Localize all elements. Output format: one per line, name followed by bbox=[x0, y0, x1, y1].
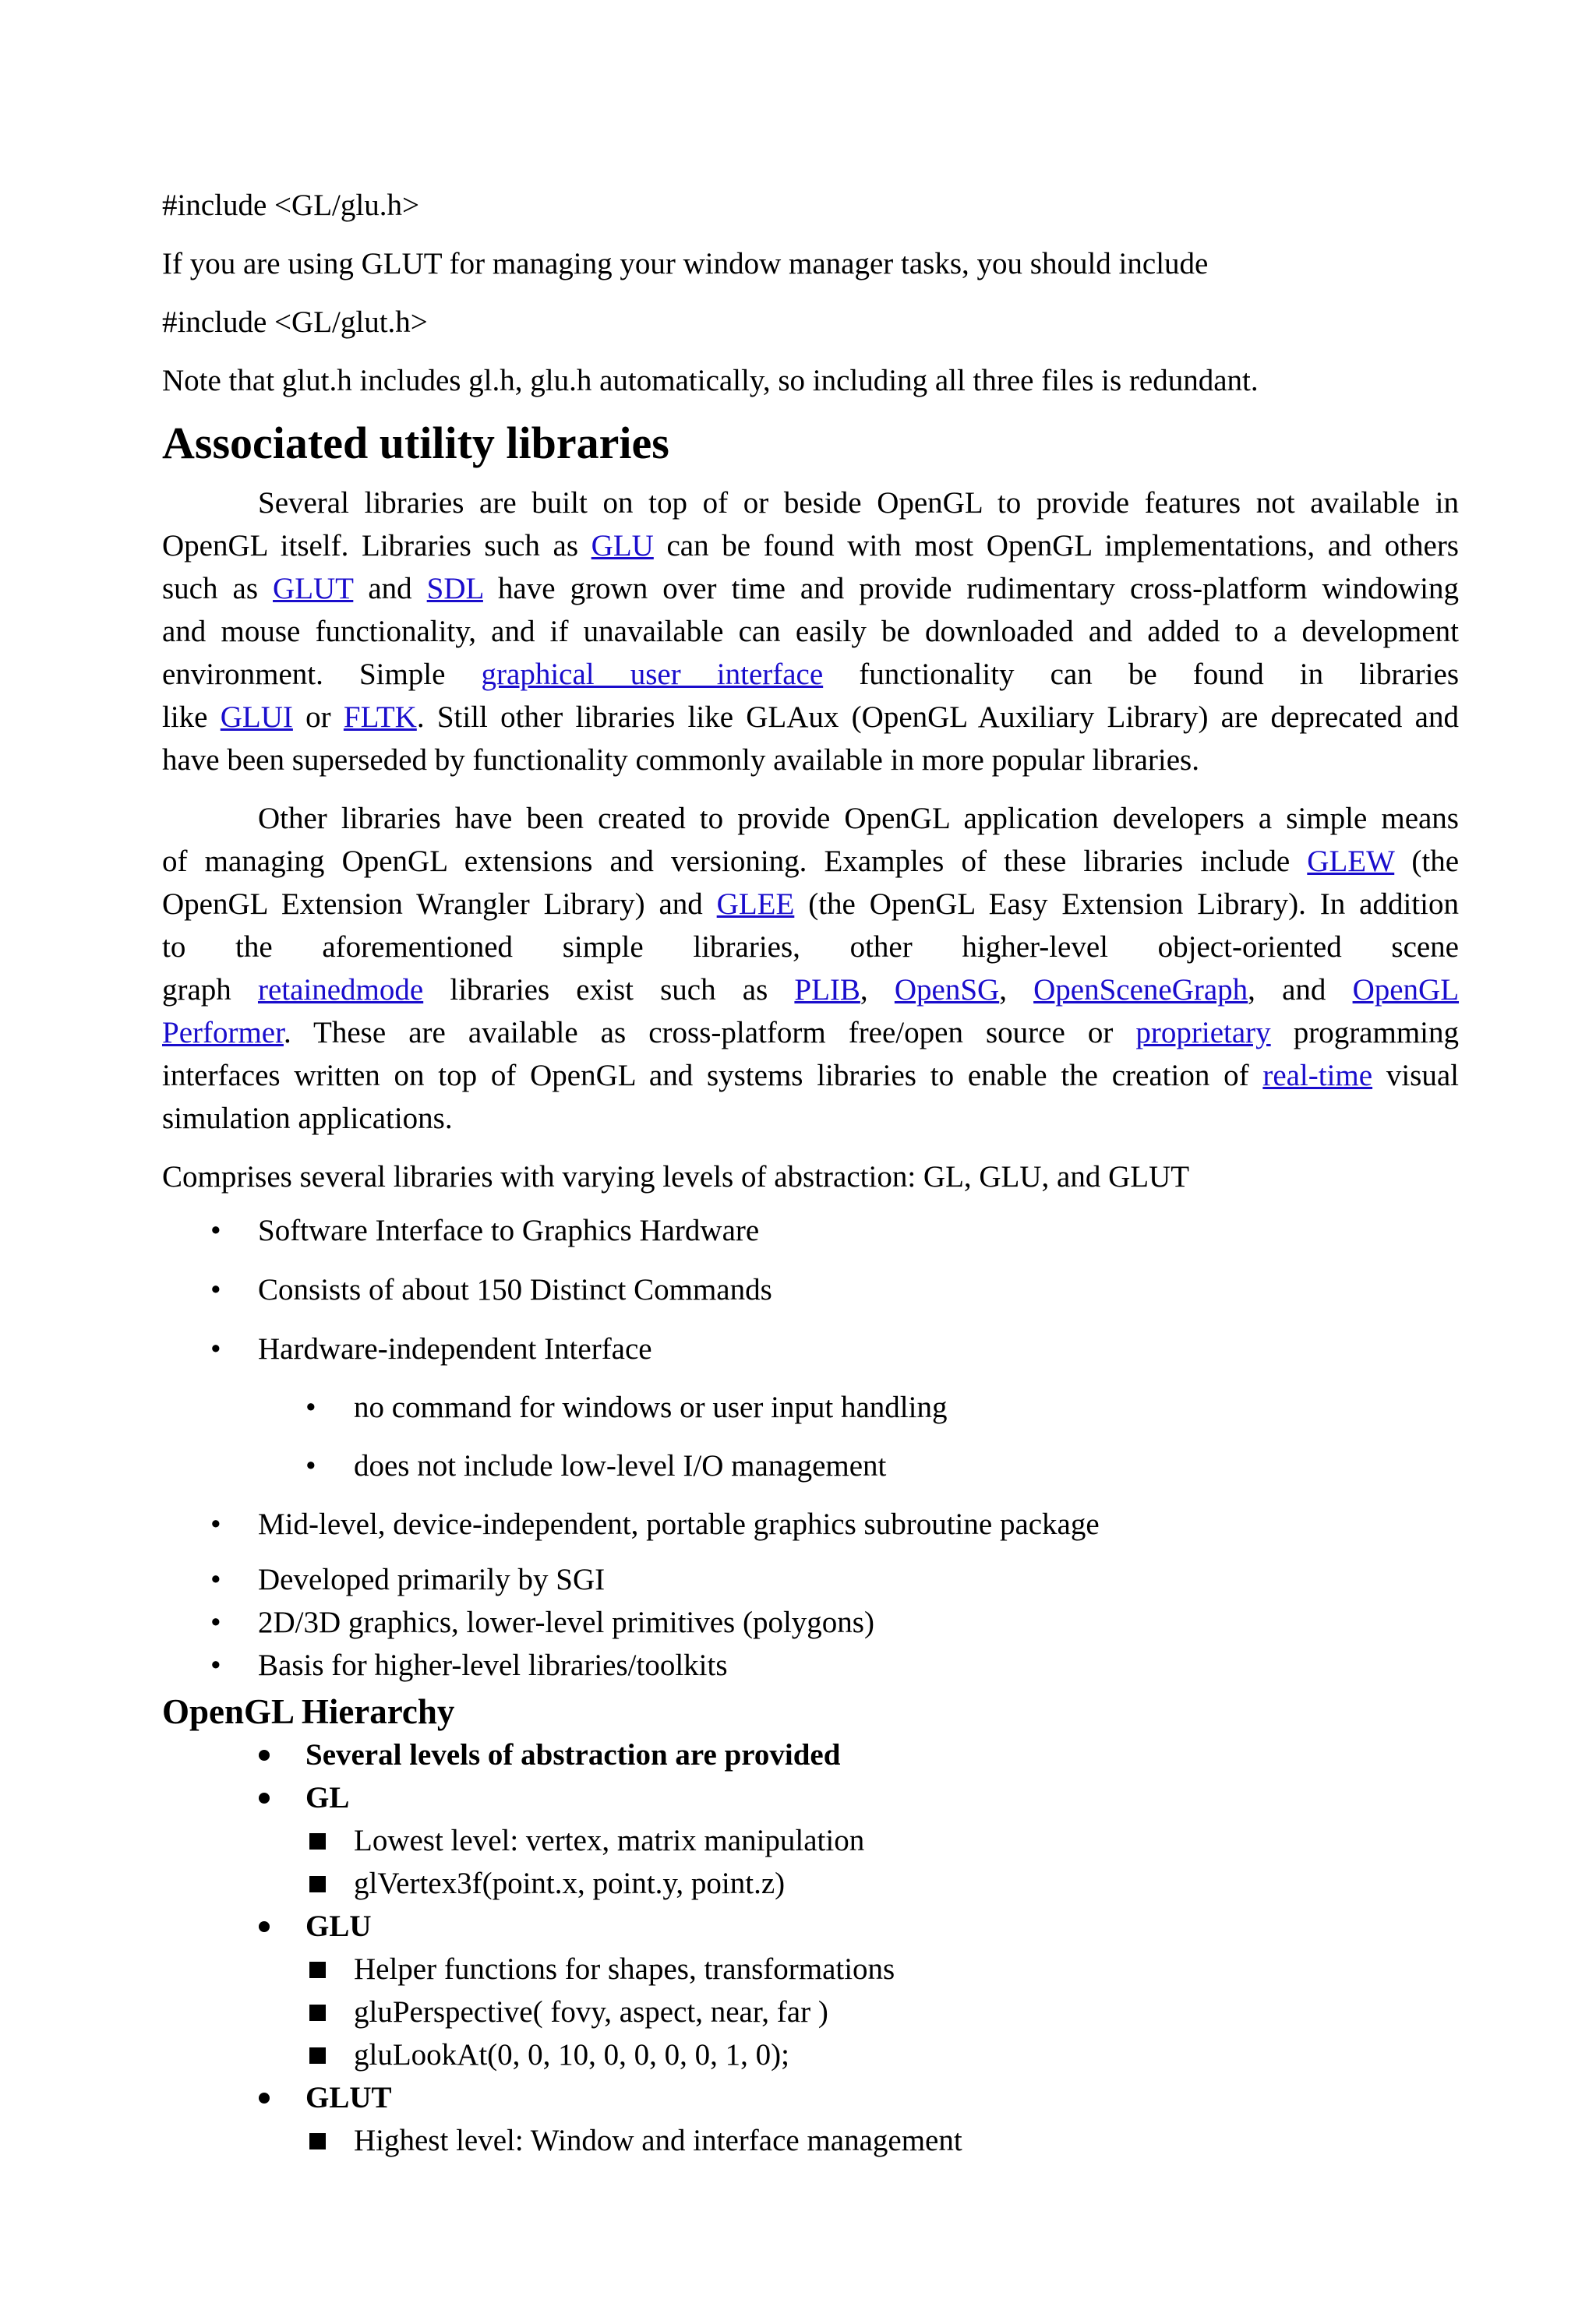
square-bullet-icon bbox=[309, 1833, 326, 1850]
link-glut[interactable]: GLUT bbox=[273, 572, 354, 605]
bullet-icon: • bbox=[210, 1563, 221, 1596]
link-glu[interactable]: GLU bbox=[591, 529, 654, 562]
link-opensg[interactable]: OpenSG bbox=[894, 973, 1000, 1007]
document-page bbox=[162, 184, 1459, 2162]
hierarchy-list bbox=[162, 1733, 1459, 2162]
feature-list bbox=[162, 1209, 1459, 1687]
square-bullet-icon bbox=[309, 2133, 326, 2149]
link-openscenegraph[interactable]: OpenSceneGraph bbox=[1033, 973, 1248, 1007]
hierarchy-gl: GL bbox=[162, 1776, 1459, 1819]
comprises-line: Comprises several libraries with varying levels of abstraction: GL, GLU, and GLUT bbox=[162, 1160, 1190, 1194]
link-graphical-user-interface[interactable]: graphical user interface bbox=[481, 658, 824, 691]
sub-list-item: • does not include low-level I/O management bbox=[162, 1444, 1459, 1487]
list-item: • Developed primarily by SGI bbox=[162, 1558, 1459, 1601]
list-item: • Consists of about 150 Distinct Commands bbox=[162, 1268, 1459, 1311]
glu-item: Helper functions for shapes, transformations bbox=[162, 1948, 1459, 1991]
bullet-icon: • bbox=[210, 1508, 221, 1541]
bullet-icon: • bbox=[210, 1606, 221, 1639]
extension-libraries-paragraph: Other libraries have been created to provide OpenGL application developers a simple means of managing OpenGL extensions and versioning. Examples of these libraries include GLEW (the OpenGL Extension Wrangler Library) and GLEE (the OpenGL Easy Extension Library). In addition to the aforementioned simple libraries, other higher-level object-oriented scene graph retainedmode libraries exist such as PLIB, OpenSG, OpenSceneGraph, and OpenGL Performer. These are available as cross-platform free/open source or proprietary programming interfaces written on top of OpenGL and systems libraries to enable the creation of real-time visual simulation applications. bbox=[162, 802, 1460, 1135]
glu-item: gluPerspective( fovy, aspect, near, far ) bbox=[162, 1991, 1459, 2033]
gl-item: Lowest level: vertex, matrix manipulation bbox=[162, 1819, 1459, 1862]
list-item: • Software Interface to Graphics Hardware bbox=[162, 1209, 1459, 1252]
bullet-icon: • bbox=[210, 1273, 221, 1307]
disc-bullet-icon bbox=[259, 1750, 270, 1761]
link-sdl[interactable]: SDL bbox=[426, 572, 483, 605]
hierarchy-glu: GLU bbox=[162, 1905, 1459, 1948]
include-glut-line: #include <GL/glut.h> bbox=[162, 305, 428, 339]
sub-list-item: • no command for windows or user input handling bbox=[162, 1386, 1459, 1429]
glut-usage-line: If you are using GLUT for managing your window manager tasks, you should include bbox=[162, 247, 1209, 280]
link-retainedmode[interactable]: retainedmode bbox=[257, 973, 424, 1007]
list-item: • Mid-level, device-independent, portable graphics subroutine package bbox=[162, 1503, 1459, 1546]
link-opengl-performer[interactable]: OpenGL bbox=[1352, 973, 1460, 1007]
link-fltk[interactable]: FLTK bbox=[343, 700, 417, 734]
include-glu-line: #include <GL/glu.h> bbox=[162, 189, 419, 222]
list-item: • 2D/3D graphics, lower-level primitives (polygons) bbox=[162, 1601, 1459, 1644]
link-real-time[interactable]: real-time bbox=[1262, 1059, 1373, 1092]
hierarchy-heading-item: Several levels of abstraction are provided bbox=[162, 1733, 1459, 1776]
link-glew[interactable]: GLEW bbox=[1307, 845, 1395, 878]
bullet-icon: • bbox=[305, 1391, 316, 1424]
square-bullet-icon bbox=[309, 2005, 326, 2021]
disc-bullet-icon bbox=[259, 2093, 270, 2104]
bullet-icon: • bbox=[210, 1332, 221, 1366]
link-plib[interactable]: PLIB bbox=[794, 973, 860, 1007]
square-bullet-icon bbox=[309, 2047, 326, 2064]
gl-item: glVertex3f(point.x, point.y, point.z) bbox=[162, 1862, 1459, 1905]
disc-bullet-icon bbox=[259, 1793, 270, 1804]
link-proprietary[interactable]: proprietary bbox=[1135, 1016, 1271, 1049]
list-item: • Hardware-independent Interface • no command for windows or user input handling • does not include low-level I/O management bbox=[162, 1328, 1459, 1487]
bullet-icon: • bbox=[305, 1449, 316, 1483]
bullet-icon: • bbox=[210, 1214, 221, 1247]
link-opengl-performer-2[interactable]: Performer bbox=[162, 1016, 284, 1049]
bullet-icon: • bbox=[210, 1649, 221, 1682]
hierarchy-glut: GLUT bbox=[162, 2076, 1459, 2119]
link-glee[interactable]: GLEE bbox=[716, 887, 795, 921]
square-bullet-icon bbox=[309, 1876, 326, 1892]
utility-libraries-paragraph: Several libraries are built on top of or beside OpenGL to provide features not available in OpenGL itself. Libraries such as GLU can be found with most OpenGL implementations, and others such as GLUT and SDL have grown over time and provide rudimentary cross-platform windowing and mouse functionality, and if unavailable can easily be downloaded and added to a development environment. Simple graphical user interface functionality can be found in libraries like GLUI or FLTK. Still other libraries like GLAux (OpenGL Auxiliary Library) are deprecated and have been superseded by functionality commonly available in more popular libraries. bbox=[162, 486, 1459, 777]
redundant-note-line: Note that glut.h includes gl.h, glu.h automatically, so including all three files is redundant. bbox=[162, 364, 1259, 397]
sub-list bbox=[258, 1386, 1459, 1487]
section-title: Associated utility libraries bbox=[162, 418, 669, 468]
list-item: • Basis for higher-level libraries/toolkits bbox=[162, 1644, 1459, 1687]
glut-item: Highest level: Window and interface management bbox=[162, 2119, 1459, 2162]
square-bullet-icon bbox=[309, 1962, 326, 1978]
glu-item: gluLookAt(0, 0, 10, 0, 0, 0, 0, 1, 0); bbox=[162, 2033, 1459, 2076]
hierarchy-title: OpenGL Hierarchy bbox=[162, 1692, 455, 1731]
link-glui[interactable]: GLUI bbox=[220, 700, 293, 734]
disc-bullet-icon bbox=[259, 1921, 270, 1932]
